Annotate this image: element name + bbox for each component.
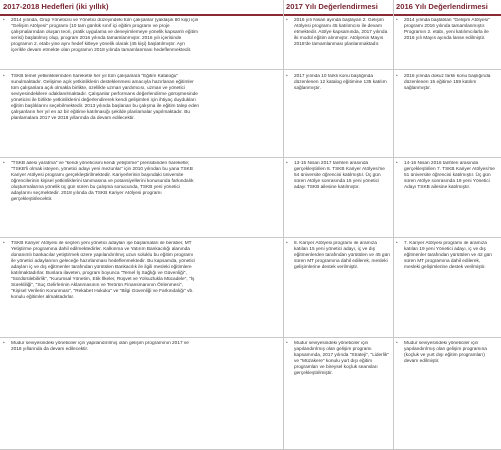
table-row-3-eval-2017: • 13-15 Nisan 2017 tarihleri arasında gerçekleştirilen 8. TSKB Kariyer Atölyesi'ne 54 üniversite öğrencisi katılmıştır. Üç gün süren Atölye sonrasında 15 yeni yönetici adayı TSKB ailesine katılmıştır. — [286, 161, 385, 191]
table-row-4-goal: • TSKB Kariyer Atölyesi ile seçilen yeni yönetici adayları işe başlamaları ile beraber, MT Yetiştirme programına dahil edilmektedirler. Kalkınma ve Yatırım Bankacılığı alanında donanımlı bankacılar yetiştirmek üzere yapılandırılmış uzun soluklu bu eğitim programı ile yönetici adaylarının geleceğe hazırlanması hedeflenmektedir. Bu kapsamda, yönetici adayları iç ve dış eğitmenler tarafından yürütülen Bankacılık ile ilgili mesleki eğitimlere katılmaktadırlar. Bunlara ilaveten, program boyunca "Temel İş Sağlığı ve Güvenliği", "Sürdürülebilirlik", "Kurumsal Yönetim, Etik İlkeler, Rüşvet ve Yolsuzlukla Mücadele", "İş Sürekliliği", "Suç Gelirlerinin Aklanmasının ve Terörün Finansmanının Önlenmesi", "Kişisel Verilerin Korunması", "Rekabet Hukuku" ve "Bilgi Güvenliği ve Farkındalığı" vb. konulu eğitimler almaktadırlar. — [3, 241, 196, 301]
row-divider — [0, 157, 501, 158]
table-row-2-eval-2016: • 2016 yılında dokuz farklı konu başlığında düzenlenen 15 eğitime 159 katılım sağlanmıştır. — [396, 74, 491, 92]
table-row-1-eval-2016: • 2014 yılında başlatılan "Gelişim Atölyesi" programı 2016 yılında tamamlanmıştır. Programın 2. etabı, yeni katılımcılarla ile 2016 yılı Mayıs ayında lanse edilmiştir. — [396, 18, 490, 42]
table-row-2-goal: • TSKB temel yetkinliklerinden hareketle her yıl tüm çalışanlara "Eğitim Kataloğu" sunulmaktadır. Gelişime açık yetkinliklerin desteklenmesi amacıyla hazırlanan eğitimler tüm çalışanlara açık olmakla birlikte, özellikle uzman yardımcısı, uzman ve yönetici seviyesindekilere odaklanılmaktadır. Çalışanlar performans değerlendirme görüşmesinde yöneticisi ile birlikte yetkinliklerini değerlendirerek kendi gelişimleri için ihtiyaç duydukları eğitim başlıklarını seçebilmektedir. 2013 yılında başlanan bu çalışma ile eğitim talep eden çalışanların her yıl en az bir eğitime katılmasığı şekilde planlamalar yapılmaktadır. Bu planlamalara 2017 ve 2018 yıllarında da devam edilecektir. — [3, 74, 199, 122]
table-row-5-goal: • Mudur seviyesindeki yöneticiler için yapılandırılmış olan gelişim programının 2017 ve 2018 yıllarında da devam edilecektir. — [3, 341, 189, 353]
row-divider — [0, 69, 501, 70]
table-row-4-eval-2016: • 7. Kariyer Atölyesi programı ile aramıza katılan 19 yeni Yönetici adayı, iç ve dış eğitmenler tarafından yürütülen ve 42 gün süren MT programına dahil edilerek, mesleki gelişimlerine destek verilmiştir. — [396, 241, 492, 271]
header-2017-2018-goals: 2017-2018 Hedefleri (iki yıllık) — [3, 2, 109, 11]
table-row-1-eval-2017: • 2016 yılı Nisan ayında başlayan 2. Gelişim Atölyesi programı 45 katılımcısı ile devam etmektedir. Atölye kapsamında, 2017 yılında iki modül eğitim alınmıştır. Atölyenin Mayıs 2018'de tamamlanması planlanmaktadır. — [286, 18, 388, 48]
table-row-2-eval-2017: • 2017 yılında 10 farklı konu başlığında düzenlenen 12 katalog eğitimine 135 katılım sağlanmıştır. — [286, 74, 387, 92]
table-row-4-eval-2017: • 8. Kariyer Atölyesi programı ile aramıza katılan 15 yeni yönetici adayı, iç ve dış eğitmenlerden tarafından yürütülen ve 45 gün süren MT programına dahil edilerek, mesleki gelişimlerine destek verilmiştir. — [286, 241, 390, 271]
table-row-5-eval-2017: • Mudur seviyesindeki yöneticiler için yapılandırılmış olan gelişim programı kapsamında, 2017 yılında "Strateji", "Liderlik" ve "Müzakere" konulu yurt dışı eğitim programları ve bireysel koçluk seansları gerçekleştirilmiştir. — [286, 341, 389, 377]
table-row-3-goal: • "TSKB ailesi yaratma" ve "kendi yöneticisini kendi yetiştirme" prensibinden hareketle; "TSKB'li olmak isteyen, yönetici adayı yeni mezunlar" için 2010 yılından bu yana TSKB Kariyer Atölyesi programı gerçekleştirilmektedir. Kariyerlerinin başındaki üniversite öğrencilerinin kişisel yetkinliklerini tanımasına ve potansiyellerini konusunda farkındalık oluşturmalarına yönelik üç gün süren bu çalışma sonucunda, TSKB yeni yönetici adaylarını seçmektedir. 2018 yılında da TSKB Kariyer Atölyesi programı gerçekleştirilecektir. — [3, 161, 194, 203]
row-divider — [0, 237, 501, 238]
table-row-3-eval-2016: • 14-16 Nisan 2016 tarihleri arasında gerçekleştirilen 7. TSKB Kariyer Atölyesi'ne 51 üniversite öğrencisi katılmıştır. Üç gün süren Atölye sonrasında 19 yeni Yönetici Adayı TSKB ailesine katılmıştır. — [396, 161, 495, 191]
header-divider — [0, 14, 501, 16]
header-2017-evaluation: 2017 Yılı Değerlendirmesi — [286, 2, 378, 11]
column-divider — [283, 0, 284, 450]
table-header — [0, 0, 501, 14]
row-divider — [0, 337, 501, 338]
header-2016-evaluation: 2016 Yılı Değerlendirmesi — [396, 2, 488, 11]
table-row-5-eval-2016: • Mudur seviyesindeki yöneticiler için yapılandırılmış olan gelişim programına (koçluk ve yurt dışı eğitim programları) devam edilmiştir. — [396, 341, 487, 365]
column-divider — [393, 0, 394, 450]
table-row-1-goal: • 2014 yılında, Grup Yöneticisi ve Yönetici düzeyindeki tüm çalışanlar (yaklaşık 80 kişi) için "Gelişim Atölyesi" programı (10 tam günlük sınıf içi eğitim programı ve proje çalışmalarından oluşan teori, pratik uygulama ve deneyimlemeye yönelik kapsamlı eğitim serisi) başlatılmış olup, program 2016 yılında tamamlanmıştır. 2016 yılı içerisinde programın 2. etabı yine aynı hedef kitleye yönelik olarak (45 kişi) başlatılmıştır. Ayrı içerikle devam etmekte olan programın 2018 yılında tamamlanması hedeflenmektedir. — [3, 18, 199, 54]
